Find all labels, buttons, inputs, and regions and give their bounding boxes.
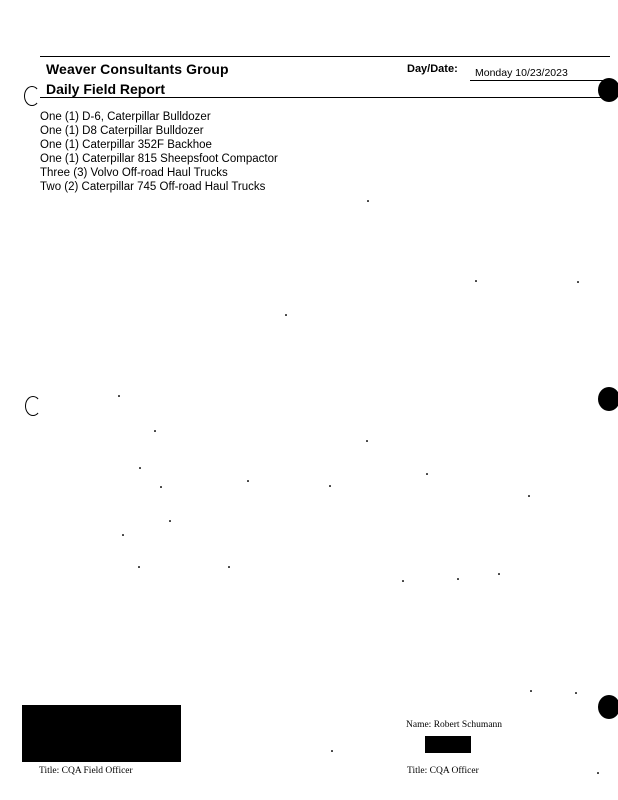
header-bottom-rule	[40, 97, 610, 98]
date-underline	[470, 80, 605, 81]
scan-speck	[138, 566, 140, 568]
report-title: Daily Field Report	[46, 81, 166, 97]
scan-speck	[329, 485, 331, 487]
left-title: Title: CQA Field Officer	[39, 766, 133, 776]
scan-speck	[530, 690, 532, 692]
redacted-signature-small	[425, 736, 471, 753]
equipment-item: One (1) Caterpillar 815 Sheepsfoot Compactor	[40, 153, 278, 165]
scan-speck	[169, 520, 171, 522]
scan-speck	[475, 280, 477, 282]
right-title: Title: CQA Officer	[407, 766, 479, 776]
scan-speck	[154, 430, 156, 432]
equipment-item: Three (3) Volvo Off-road Haul Trucks	[40, 167, 228, 179]
redacted-signature-block	[22, 705, 181, 762]
company-name: Weaver Consultants Group	[46, 61, 229, 77]
equipment-item: One (1) D-6, Caterpillar Bulldozer	[40, 111, 211, 123]
equipment-list	[40, 110, 278, 194]
scan-speck	[457, 578, 459, 580]
scan-speck	[247, 480, 249, 482]
scan-speck	[160, 486, 162, 488]
hole-outline	[24, 86, 40, 106]
scan-speck	[575, 692, 577, 694]
day-date-label: Day/Date:	[407, 63, 458, 75]
day-date-value: Monday 10/23/2023	[475, 67, 568, 79]
scan-speck	[498, 573, 500, 575]
scan-speck	[426, 473, 428, 475]
scan-speck	[331, 750, 333, 752]
right-name: Name: Robert Schumann	[406, 720, 503, 730]
header-top-rule	[40, 56, 610, 57]
equipment-item: One (1) Caterpillar 352F Backhoe	[40, 139, 212, 151]
punch-hole	[598, 695, 618, 719]
scan-speck	[366, 440, 368, 442]
equipment-item: One (1) D8 Caterpillar Bulldozer	[40, 125, 204, 137]
scan-speck	[122, 534, 124, 536]
scan-speck	[402, 580, 404, 582]
scan-speck	[597, 772, 599, 774]
equipment-item: Two (2) Caterpillar 745 Off-road Haul Trucks	[40, 181, 266, 193]
punch-hole	[598, 387, 618, 411]
scan-speck	[285, 314, 287, 316]
scan-speck	[139, 467, 141, 469]
scan-speck	[118, 395, 120, 397]
punch-hole	[598, 78, 618, 102]
scan-speck	[577, 281, 579, 283]
scan-speck	[367, 200, 369, 202]
hole-outline	[25, 396, 41, 416]
scan-speck	[228, 566, 230, 568]
scan-speck	[528, 495, 530, 497]
